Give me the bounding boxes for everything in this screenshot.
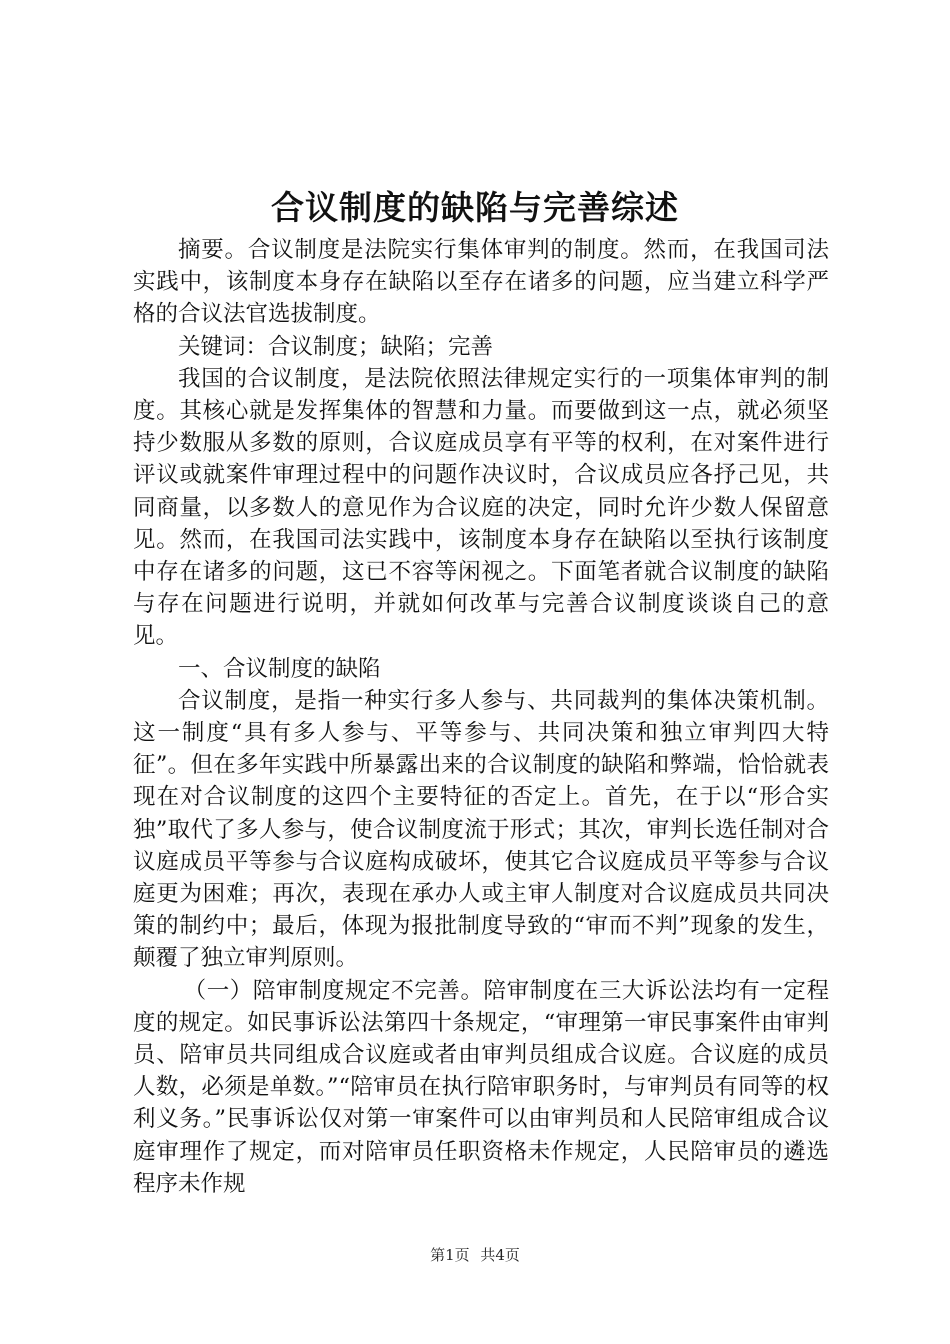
page-footer (0, 1245, 950, 1265)
page-total: 共4页 (480, 1246, 520, 1264)
abstract-paragraph: 摘要。合议制度是法院实行集体审判的制度。然而，在我国司法实践中，该制度本身存在缺陷以至存在诸多的问题，应当建立科学严格的合议法官选拔制度。 (133, 237, 829, 328)
document-body (133, 234, 829, 1200)
section-heading: 一、合议制度的缺陷 (178, 655, 381, 682)
section-paragraph: 合议制度，是指一种实行多人参与、共同裁判的集体决策机制。这一制度“具有多人参与、平等参与、共同决策和独立审判四大特征”。但在多年实践中所暴露出来的合议制度的缺陷和弊端，恰恰就表现在对合议制度的这四个主要特征的否定上。首先，在于以“形合实独”取代了多人参与，使合议制度流于形式；其次，审判长选任制对合议庭成员平等参与合议庭构成破坏，使其它合议庭成员平等参与合议庭更为困难；再次，表现在承办人或主审人制度对合议庭成员共同决策的制约中；最后，体现为报批制度导致的“审而不判”现象的发生，颠覆了独立审判原则。 (133, 687, 829, 972)
page-number: 第1页 (430, 1246, 470, 1264)
subsection-paragraph: （一）陪审制度规定不完善。陪审制度在三大诉讼法均有一定程度的规定。如民事诉讼法第四十条规定，“审理第一审民事案件由审判员、陪审员共同组成合议庭或者由审判员组成合议庭。合议庭的成员人数，必须是单数。”“陪审员在执行陪审职务时，与审判员有同等的权利义务。”民事诉讼仅对第一审案件可以由审判员和人民陪审组成合议庭审理作了规定，而对陪审员任职资格未作规定，人民陪审员的遴选程序未作规 (133, 977, 829, 1197)
keywords-paragraph: 关键词：合议制度；缺陷；完善 (178, 333, 494, 360)
document-title: 合议制度的缺陷与完善综述 (271, 188, 679, 227)
intro-paragraph: 我国的合议制度，是法院依照法律规定实行的一项集体审判的制度。其核心就是发挥集体的智慧和力量。而要做到这一点，就必须坚持少数服从多数的原则，合议庭成员享有平等的权利，在对案件进行评议或就案件审理过程中的问题作决议时，合议成员应各抒己见，共同商量，以多数人的意见作为合议庭的决定，同时允许少数人保留意见。然而，在我国司法实践中，该制度本身存在缺陷以至执行该制度中存在诸多的问题，这已不容等闲视之。下面笔者就合议制度的缺陷与存在问题进行说明，并就如何改革与完善合议制度谈谈自己的意见。 (133, 365, 829, 650)
